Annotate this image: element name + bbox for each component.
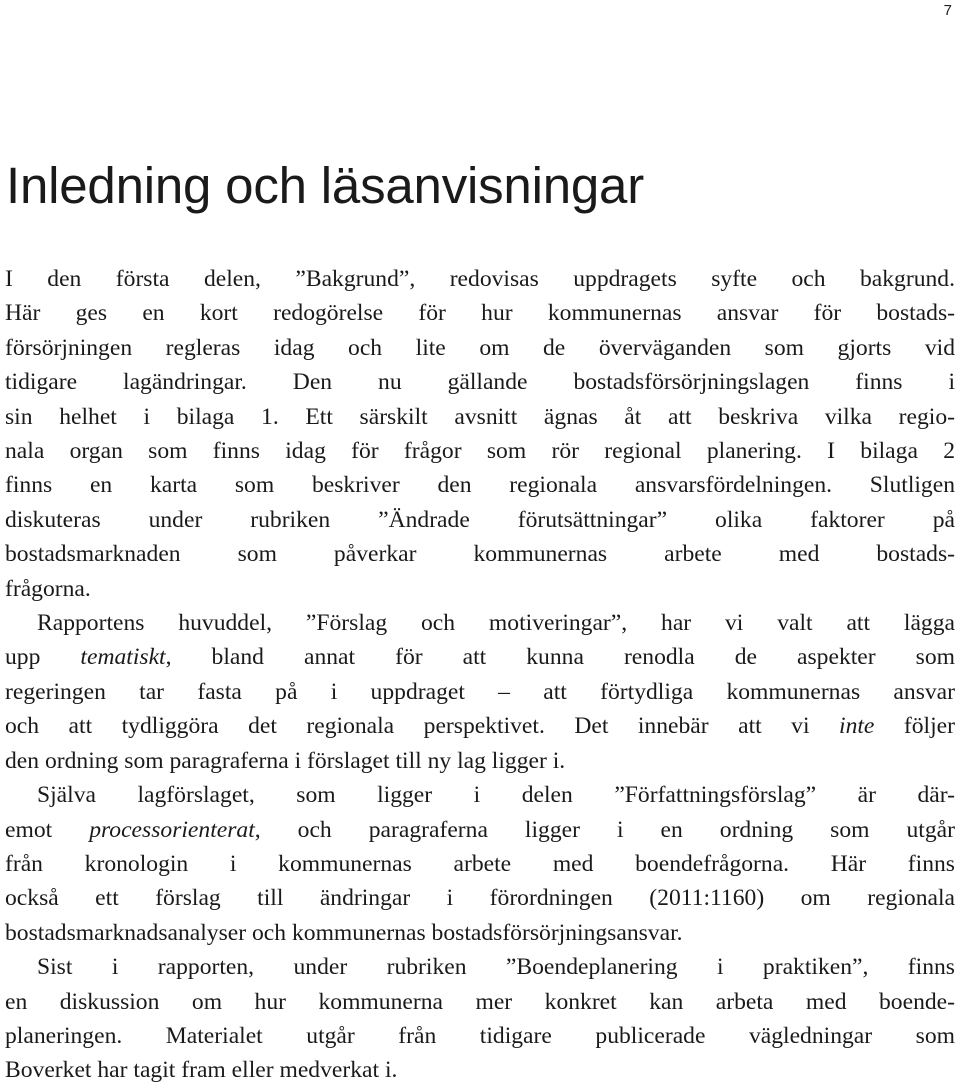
- text-line: Rapportens huvuddel, ”Förslag och motiveringar”, har vi valt att lägga: [37, 610, 955, 637]
- text-line: nala organ som finns idag för frågor som rör regional planering. I bilaga 2: [5, 438, 955, 465]
- text-line: frågorna.: [5, 575, 91, 602]
- text-segment: och att tydliggöra det regionala perspektivet. Det innebär att vi: [5, 713, 840, 740]
- text-line: [5, 640, 955, 674]
- text-segment: upp: [5, 644, 81, 671]
- text-line: Boverket har tagit fram eller medverkat i.: [5, 1057, 398, 1084]
- text-line: den ordning som paragraferna i förslaget till ny lag ligger i.: [5, 747, 566, 774]
- page-number: 7: [943, 2, 952, 19]
- text-line: Själva lagförslaget, som ligger i delen ”Författningsförslag” är där-: [37, 782, 955, 809]
- text-line: bostadsmarknaden som påverkar kommunernas arbete med bostads-: [5, 541, 955, 568]
- text-line: försörjningen regleras idag och lite om de överväganden som gjorts vid: [5, 334, 955, 361]
- text-line: en diskussion om hur kommunerna mer konkret kan arbeta med boende-: [5, 988, 955, 1015]
- text-line: tidigare lagändringar. Den nu gällande bostadsförsörjningslagen finns i: [5, 369, 955, 396]
- text-line: sin helhet i bilaga 1. Ett särskilt avsnitt ägnas åt att beskriva vilka regio-: [5, 403, 955, 430]
- page-title: Inledning och läsanvisningar: [6, 157, 645, 214]
- text-line: Sist i rapporten, under rubriken ”Boendeplanering i praktiken”, finns: [37, 954, 955, 981]
- text-segment: , bland annat för att kunna renodla de aspekter som: [165, 644, 955, 671]
- emphasis-tematiskt: tematiskt: [80, 644, 166, 671]
- text-line: I den första delen, ”Bakgrund”, redovisas uppdragets syfte och bakgrund.: [5, 266, 955, 292]
- paragraph-boendeplanering: [5, 950, 955, 1088]
- text-line: Här ges en kort redogörelse för hur kommunernas ansvar för bostads-: [5, 300, 955, 327]
- text-segment: följer: [874, 713, 955, 740]
- text-line: också ett förslag till ändringar i förordningen (2011:1160) om regionala: [5, 885, 955, 912]
- paragraph-forslag: [5, 606, 955, 778]
- text-line: finns en karta som beskriver den regionala ansvarsfördelningen. Slutligen: [5, 472, 955, 499]
- body-text: [5, 262, 955, 1088]
- emphasis-inte: inte: [839, 713, 875, 740]
- text-line: planeringen. Materialet utgår från tidigare publicerade vägledningar som: [5, 1022, 955, 1049]
- text-line: diskuteras under rubriken ”Ändrade förutsättningar” olika faktorer på: [5, 506, 955, 533]
- text-segment: emot: [5, 816, 90, 843]
- text-line: [5, 813, 955, 847]
- emphasis-processorienterat: processorienterat: [89, 816, 255, 843]
- text-line: bostadsmarknadsanalyser och kommunernas bostadsförsörjningsansvar.: [5, 919, 683, 946]
- paragraph-bakgrund: [5, 262, 955, 606]
- text-segment: , och paragraferna ligger i en ordning som utgår: [254, 816, 955, 843]
- text-line: [5, 709, 955, 743]
- paragraph-lagforslag: [5, 778, 955, 950]
- text-line: regeringen tar fasta på i uppdraget – att förtydliga kommunernas ansvar: [5, 678, 955, 705]
- text-line: från kronologin i kommunernas arbete med boendefrågorna. Här finns: [5, 850, 955, 877]
